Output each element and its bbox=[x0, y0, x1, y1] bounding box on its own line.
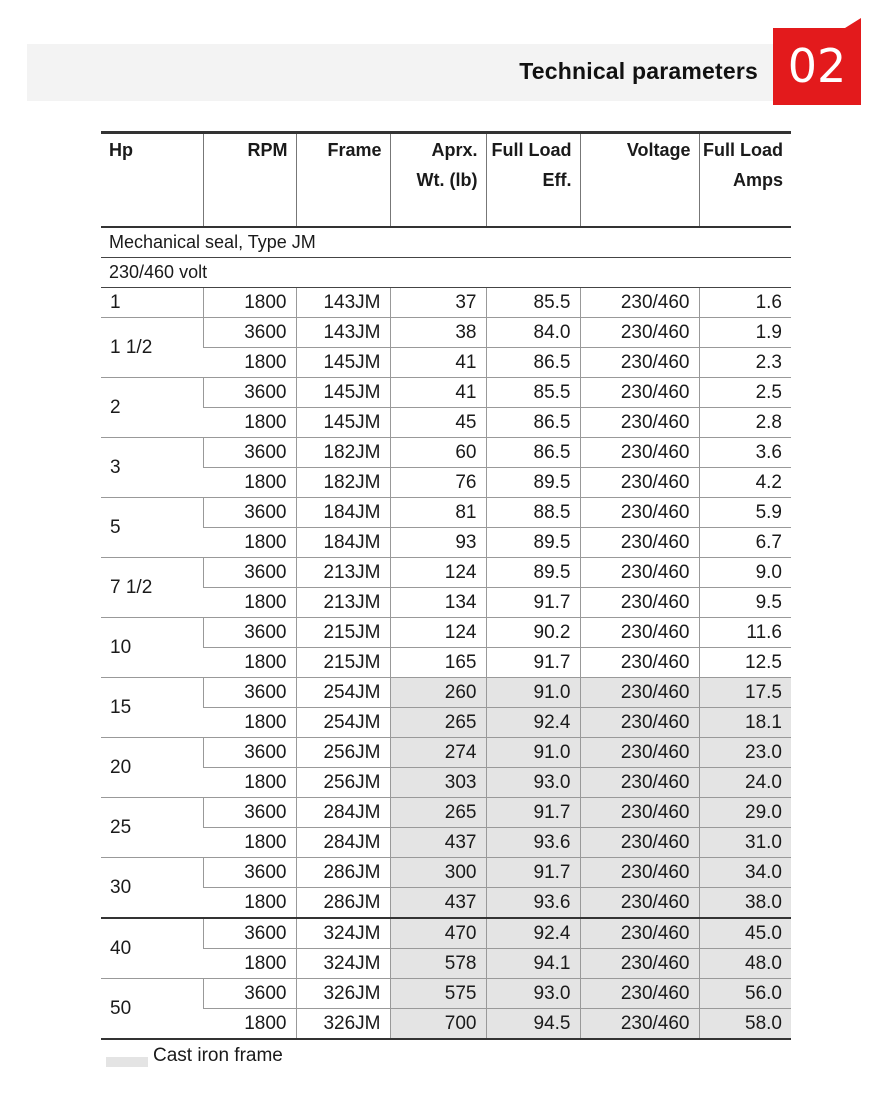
frame-cell: 324JM bbox=[296, 918, 390, 949]
efficiency-cell: 90.2 bbox=[486, 618, 580, 648]
frame-cell: 326JM bbox=[296, 1009, 390, 1040]
hp-cell: 1 1/2 bbox=[101, 318, 203, 378]
frame-cell: 284JM bbox=[296, 798, 390, 828]
table-row bbox=[101, 678, 791, 708]
rpm-cell: 1800 bbox=[203, 648, 296, 678]
rpm-cell: 1800 bbox=[203, 768, 296, 798]
table-row bbox=[101, 828, 791, 858]
amps-cell: 9.5 bbox=[699, 588, 791, 618]
frame-cell: 256JM bbox=[296, 738, 390, 768]
weight-cell: 93 bbox=[390, 528, 486, 558]
voltage-cell: 230/460 bbox=[580, 888, 699, 919]
rpm-cell: 3600 bbox=[203, 498, 296, 528]
efficiency-cell: 93.0 bbox=[486, 979, 580, 1009]
amps-cell: 29.0 bbox=[699, 798, 791, 828]
rpm-cell: 1800 bbox=[203, 468, 296, 498]
table-row bbox=[101, 798, 791, 828]
voltage-cell: 230/460 bbox=[580, 798, 699, 828]
amps-cell: 1.9 bbox=[699, 318, 791, 348]
frame-cell: 145JM bbox=[296, 348, 390, 378]
amps-cell: 31.0 bbox=[699, 828, 791, 858]
weight-cell: 265 bbox=[390, 708, 486, 738]
table-row bbox=[101, 949, 791, 979]
weight-cell: 41 bbox=[390, 348, 486, 378]
amps-cell: 3.6 bbox=[699, 438, 791, 468]
voltage-cell: 230/460 bbox=[580, 408, 699, 438]
table-row bbox=[101, 438, 791, 468]
hp-cell: 40 bbox=[101, 918, 203, 979]
table-row bbox=[101, 288, 791, 318]
table-row bbox=[101, 738, 791, 768]
table-row bbox=[101, 768, 791, 798]
efficiency-cell: 91.7 bbox=[486, 648, 580, 678]
hp-cell: 10 bbox=[101, 618, 203, 678]
voltage-cell: 230/460 bbox=[580, 498, 699, 528]
technical-parameters-table bbox=[101, 131, 791, 1040]
voltage-cell: 230/460 bbox=[580, 468, 699, 498]
frame-cell: 143JM bbox=[296, 288, 390, 318]
rpm-cell: 1800 bbox=[203, 588, 296, 618]
frame-cell: 286JM bbox=[296, 858, 390, 888]
voltage-cell: 230/460 bbox=[580, 618, 699, 648]
rpm-cell: 1800 bbox=[203, 949, 296, 979]
frame-cell: 143JM bbox=[296, 318, 390, 348]
rpm-cell: 1800 bbox=[203, 708, 296, 738]
efficiency-cell: 91.7 bbox=[486, 588, 580, 618]
table-row bbox=[101, 858, 791, 888]
frame-cell: 324JM bbox=[296, 949, 390, 979]
hp-cell: 30 bbox=[101, 858, 203, 919]
hp-cell: 5 bbox=[101, 498, 203, 558]
hp-cell: 7 1/2 bbox=[101, 558, 203, 618]
weight-cell: 38 bbox=[390, 318, 486, 348]
table-row bbox=[101, 588, 791, 618]
column-header-efficiency: Full Load Eff. bbox=[486, 133, 580, 228]
column-header-rpm: RPM bbox=[203, 133, 296, 228]
efficiency-cell: 86.5 bbox=[486, 348, 580, 378]
weight-cell: 124 bbox=[390, 618, 486, 648]
rpm-cell: 1800 bbox=[203, 288, 296, 318]
efficiency-cell: 84.0 bbox=[486, 318, 580, 348]
frame-cell: 326JM bbox=[296, 979, 390, 1009]
rpm-cell: 3600 bbox=[203, 378, 296, 408]
rpm-cell: 1800 bbox=[203, 888, 296, 919]
amps-cell: 38.0 bbox=[699, 888, 791, 919]
weight-cell: 76 bbox=[390, 468, 486, 498]
rpm-cell: 3600 bbox=[203, 798, 296, 828]
efficiency-cell: 91.7 bbox=[486, 858, 580, 888]
amps-cell: 9.0 bbox=[699, 558, 791, 588]
hp-cell: 50 bbox=[101, 979, 203, 1040]
voltage-cell: 230/460 bbox=[580, 318, 699, 348]
voltage-cell: 230/460 bbox=[580, 738, 699, 768]
efficiency-cell: 93.0 bbox=[486, 768, 580, 798]
table-row bbox=[101, 648, 791, 678]
efficiency-cell: 92.4 bbox=[486, 918, 580, 949]
frame-cell: 213JM bbox=[296, 558, 390, 588]
column-header-weight: Aprx. Wt. (lb) bbox=[390, 133, 486, 228]
table-row bbox=[101, 888, 791, 919]
table-row bbox=[101, 408, 791, 438]
frame-cell: 213JM bbox=[296, 588, 390, 618]
rpm-cell: 1800 bbox=[203, 348, 296, 378]
weight-cell: 437 bbox=[390, 888, 486, 919]
column-header-frame: Frame bbox=[296, 133, 390, 228]
weight-cell: 274 bbox=[390, 738, 486, 768]
table-row bbox=[101, 979, 791, 1009]
table-header-row bbox=[101, 133, 791, 228]
amps-cell: 1.6 bbox=[699, 288, 791, 318]
efficiency-cell: 93.6 bbox=[486, 828, 580, 858]
frame-cell: 145JM bbox=[296, 378, 390, 408]
frame-cell: 184JM bbox=[296, 528, 390, 558]
section-number-badge: 02 bbox=[773, 28, 861, 105]
amps-cell: 34.0 bbox=[699, 858, 791, 888]
amps-cell: 48.0 bbox=[699, 949, 791, 979]
rpm-cell: 3600 bbox=[203, 558, 296, 588]
voltage-cell: 230/460 bbox=[580, 588, 699, 618]
frame-cell: 256JM bbox=[296, 768, 390, 798]
cast-iron-swatch bbox=[106, 1057, 148, 1067]
hp-cell: 15 bbox=[101, 678, 203, 738]
amps-cell: 23.0 bbox=[699, 738, 791, 768]
rpm-cell: 3600 bbox=[203, 318, 296, 348]
table-row bbox=[101, 498, 791, 528]
table-row bbox=[101, 618, 791, 648]
rpm-cell: 1800 bbox=[203, 1009, 296, 1040]
efficiency-cell: 91.0 bbox=[486, 738, 580, 768]
voltage-cell: 230/460 bbox=[580, 1009, 699, 1040]
weight-cell: 41 bbox=[390, 378, 486, 408]
weight-cell: 265 bbox=[390, 798, 486, 828]
frame-cell: 286JM bbox=[296, 888, 390, 919]
voltage-cell: 230/460 bbox=[580, 918, 699, 949]
amps-cell: 58.0 bbox=[699, 1009, 791, 1040]
weight-cell: 700 bbox=[390, 1009, 486, 1040]
hp-cell: 3 bbox=[101, 438, 203, 498]
weight-cell: 134 bbox=[390, 588, 486, 618]
rpm-cell: 3600 bbox=[203, 678, 296, 708]
hp-cell: 20 bbox=[101, 738, 203, 798]
amps-cell: 11.6 bbox=[699, 618, 791, 648]
section-title: Mechanical seal, Type JM bbox=[101, 227, 791, 258]
voltage-cell: 230/460 bbox=[580, 438, 699, 468]
weight-cell: 300 bbox=[390, 858, 486, 888]
rpm-cell: 1800 bbox=[203, 408, 296, 438]
frame-cell: 254JM bbox=[296, 678, 390, 708]
frame-cell: 215JM bbox=[296, 648, 390, 678]
rpm-cell: 3600 bbox=[203, 858, 296, 888]
table-row bbox=[101, 468, 791, 498]
efficiency-cell: 88.5 bbox=[486, 498, 580, 528]
rpm-cell: 3600 bbox=[203, 918, 296, 949]
voltage-cell: 230/460 bbox=[580, 708, 699, 738]
amps-cell: 2.5 bbox=[699, 378, 791, 408]
voltage-cell: 230/460 bbox=[580, 828, 699, 858]
frame-cell: 184JM bbox=[296, 498, 390, 528]
frame-cell: 284JM bbox=[296, 828, 390, 858]
weight-cell: 60 bbox=[390, 438, 486, 468]
table-row bbox=[101, 378, 791, 408]
rpm-cell: 3600 bbox=[203, 738, 296, 768]
amps-cell: 45.0 bbox=[699, 918, 791, 949]
voltage-cell: 230/460 bbox=[580, 348, 699, 378]
table-row bbox=[101, 348, 791, 378]
amps-cell: 18.1 bbox=[699, 708, 791, 738]
efficiency-cell: 91.0 bbox=[486, 678, 580, 708]
weight-cell: 437 bbox=[390, 828, 486, 858]
column-header-hp: Hp bbox=[101, 133, 203, 228]
rpm-cell: 3600 bbox=[203, 979, 296, 1009]
voltage-cell: 230/460 bbox=[580, 678, 699, 708]
weight-cell: 470 bbox=[390, 918, 486, 949]
efficiency-cell: 91.7 bbox=[486, 798, 580, 828]
efficiency-cell: 89.5 bbox=[486, 558, 580, 588]
rpm-cell: 3600 bbox=[203, 618, 296, 648]
rpm-cell: 1800 bbox=[203, 528, 296, 558]
efficiency-cell: 86.5 bbox=[486, 408, 580, 438]
header-badge-notch bbox=[845, 18, 861, 28]
frame-cell: 145JM bbox=[296, 408, 390, 438]
page-title: Technical parameters bbox=[519, 58, 758, 84]
amps-cell: 17.5 bbox=[699, 678, 791, 708]
weight-cell: 124 bbox=[390, 558, 486, 588]
weight-cell: 81 bbox=[390, 498, 486, 528]
efficiency-cell: 89.5 bbox=[486, 468, 580, 498]
frame-cell: 182JM bbox=[296, 438, 390, 468]
frame-cell: 254JM bbox=[296, 708, 390, 738]
weight-cell: 37 bbox=[390, 288, 486, 318]
hp-cell: 2 bbox=[101, 378, 203, 438]
weight-cell: 45 bbox=[390, 408, 486, 438]
frame-cell: 215JM bbox=[296, 618, 390, 648]
efficiency-cell: 89.5 bbox=[486, 528, 580, 558]
voltage-cell: 230/460 bbox=[580, 648, 699, 678]
amps-cell: 5.9 bbox=[699, 498, 791, 528]
table-row bbox=[101, 918, 791, 949]
rpm-cell: 1800 bbox=[203, 828, 296, 858]
weight-cell: 578 bbox=[390, 949, 486, 979]
weight-cell: 303 bbox=[390, 768, 486, 798]
amps-cell: 12.5 bbox=[699, 648, 791, 678]
weight-cell: 575 bbox=[390, 979, 486, 1009]
voltage-cell: 230/460 bbox=[580, 558, 699, 588]
table-row bbox=[101, 1009, 791, 1040]
voltage-cell: 230/460 bbox=[580, 979, 699, 1009]
section-row bbox=[101, 227, 791, 258]
amps-cell: 4.2 bbox=[699, 468, 791, 498]
table-row bbox=[101, 528, 791, 558]
efficiency-cell: 94.1 bbox=[486, 949, 580, 979]
table-row bbox=[101, 318, 791, 348]
table-row bbox=[101, 558, 791, 588]
hp-cell: 1 bbox=[101, 288, 203, 318]
hp-cell: 25 bbox=[101, 798, 203, 858]
voltage-cell: 230/460 bbox=[580, 378, 699, 408]
rpm-cell: 3600 bbox=[203, 438, 296, 468]
amps-cell: 56.0 bbox=[699, 979, 791, 1009]
voltage-cell: 230/460 bbox=[580, 858, 699, 888]
weight-cell: 165 bbox=[390, 648, 486, 678]
efficiency-cell: 94.5 bbox=[486, 1009, 580, 1040]
efficiency-cell: 92.4 bbox=[486, 708, 580, 738]
efficiency-cell: 86.5 bbox=[486, 438, 580, 468]
amps-cell: 6.7 bbox=[699, 528, 791, 558]
voltage-cell: 230/460 bbox=[580, 768, 699, 798]
amps-cell: 24.0 bbox=[699, 768, 791, 798]
weight-cell: 260 bbox=[390, 678, 486, 708]
subsection-row bbox=[101, 258, 791, 288]
column-header-amps: Full Load Amps bbox=[699, 133, 791, 228]
voltage-cell: 230/460 bbox=[580, 528, 699, 558]
table-row bbox=[101, 708, 791, 738]
amps-cell: 2.8 bbox=[699, 408, 791, 438]
efficiency-cell: 93.6 bbox=[486, 888, 580, 919]
voltage-cell: 230/460 bbox=[580, 288, 699, 318]
column-header-voltage: Voltage bbox=[580, 133, 699, 228]
voltage-cell: 230/460 bbox=[580, 949, 699, 979]
efficiency-cell: 85.5 bbox=[486, 288, 580, 318]
legend-label: Cast iron frame bbox=[153, 1045, 283, 1066]
subsection-title: 230/460 volt bbox=[101, 258, 791, 288]
frame-cell: 182JM bbox=[296, 468, 390, 498]
amps-cell: 2.3 bbox=[699, 348, 791, 378]
efficiency-cell: 85.5 bbox=[486, 378, 580, 408]
